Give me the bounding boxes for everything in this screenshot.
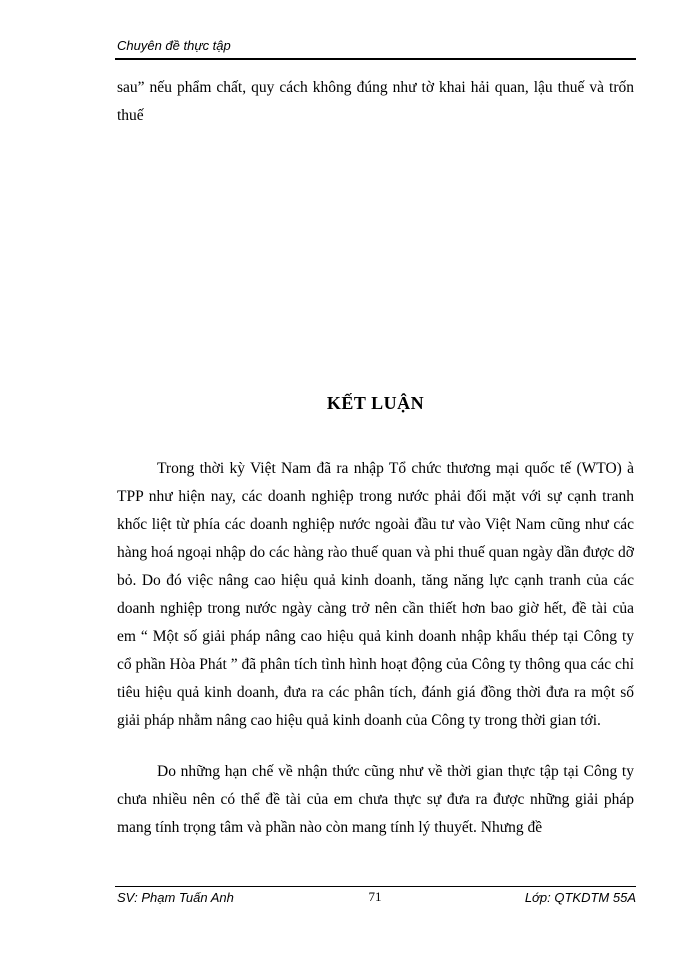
running-header: Chuyên đề thực tập [117,38,231,53]
carryover-paragraph: sau” nếu phẩm chất, quy cách không đúng như tờ khai hải quan, lậu thuế và trốn thuế [117,79,634,124]
header-divider [115,58,636,60]
conclusion-paragraph-1: Trong thời kỳ Việt Nam đã ra nhập Tổ chức thương mại quốc tế (WTO) à TPP như hiện nay, các doanh nghiệp trong nước phải đối mặt với sự cạnh tranh khốc liệt từ phía các doanh nghiệp nước ngoài đầu tư vào Việt Nam cũng như các hàng hoá ngoại nhập do các hàng rào thuế quan và phi thuế quan ngày dần được dỡ bỏ. Do đó việc nâng cao hiệu quả kinh doanh, tăng năng lực cạnh tranh của các doanh nghiệp trong nước ngày càng trở nên cần thiết hơn bao giờ hết, đề tài của em “ Một số giải pháp nâng cao hiệu quả kinh doanh nhập khẩu thép tại Công ty cổ phần Hòa Phát ” đã phân tích tình hình hoạt động của Công ty thông qua các chỉ tiêu hiệu quả kinh doanh, đưa ra các phân tích, đánh giá đồng thời đưa ra một số giải pháp nhằm nâng cao hiệu quả kinh doanh của Công ty trong thời gian tới. [117,460,634,729]
conclusion-paragraph-2: Do những hạn chế về nhận thức cũng như về thời gian thực tập tại Công ty chưa nhiều nên có thể đề tài của em chưa thực sự đưa ra được những giải pháp mang tính trọng tâm và phần nào còn mang tính lý thuyết. Nhưng đề [117,763,634,836]
footer-divider [115,886,636,887]
footer-student-name: SV: Phạm Tuấn Anh [117,890,234,905]
page-number: 71 [368,889,382,904]
footer-class: Lớp: QTKDTM 55A [524,890,636,905]
section-title: KẾT LUẬN [326,393,425,413]
